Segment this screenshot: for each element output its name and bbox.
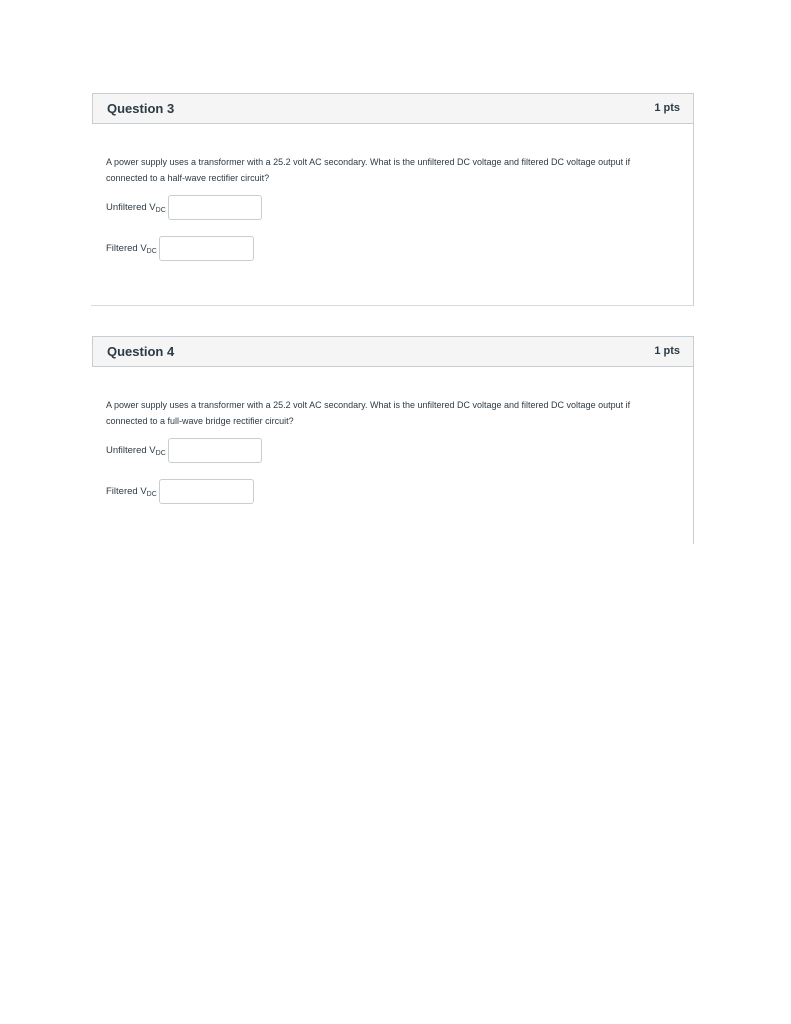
unfiltered-vdc-input[interactable] [168,195,262,220]
filtered-label: Filtered $V_{DC}$ [106,242,157,255]
question-title: Question 4 [107,344,175,359]
question-text: A power supply uses a transformer with a 25.2 volt AC secondary. What is the unfiltered DC voltage and filtered DC voltage output if connected to a half-wave rectifier circuit? [106,157,631,183]
unfiltered-answer-row [106,194,262,221]
filtered-answer-row [106,235,254,262]
question-header [92,336,694,367]
filtered-answer-row [106,478,254,505]
unfiltered-answer-row [106,437,262,464]
question-3-card [91,93,694,306]
filtered-vdc-input[interactable] [159,479,254,504]
filtered-label-subscript: DC [146,247,157,255]
question-header [92,93,694,124]
unfiltered-vdc-input[interactable] [168,438,262,463]
question-points: 1 pts [654,102,680,114]
question-text: A power supply uses a transformer with a 25.2 volt AC secondary. What is the unfiltered DC voltage and filtered DC voltage output if connected to a full-wave bridge rectifier circuit? [106,400,631,426]
card-divider [91,305,694,306]
filtered-vdc-input[interactable] [159,236,254,261]
filtered-label-subscript: DC [146,490,157,498]
unfiltered-label-subscript: DC [155,449,166,457]
unfiltered-label: Unfiltered $V_{DC}$ [106,201,166,214]
question-4-card [91,336,694,544]
question-title: Question 3 [107,101,175,116]
card-border [693,367,694,544]
filtered-label: Filtered $V_{DC}$ [106,485,157,498]
unfiltered-label-subscript: DC [155,206,166,214]
unfiltered-label: Unfiltered $V_{DC}$ [106,444,166,457]
question-points: 1 pts [654,345,680,357]
card-border [693,124,694,306]
